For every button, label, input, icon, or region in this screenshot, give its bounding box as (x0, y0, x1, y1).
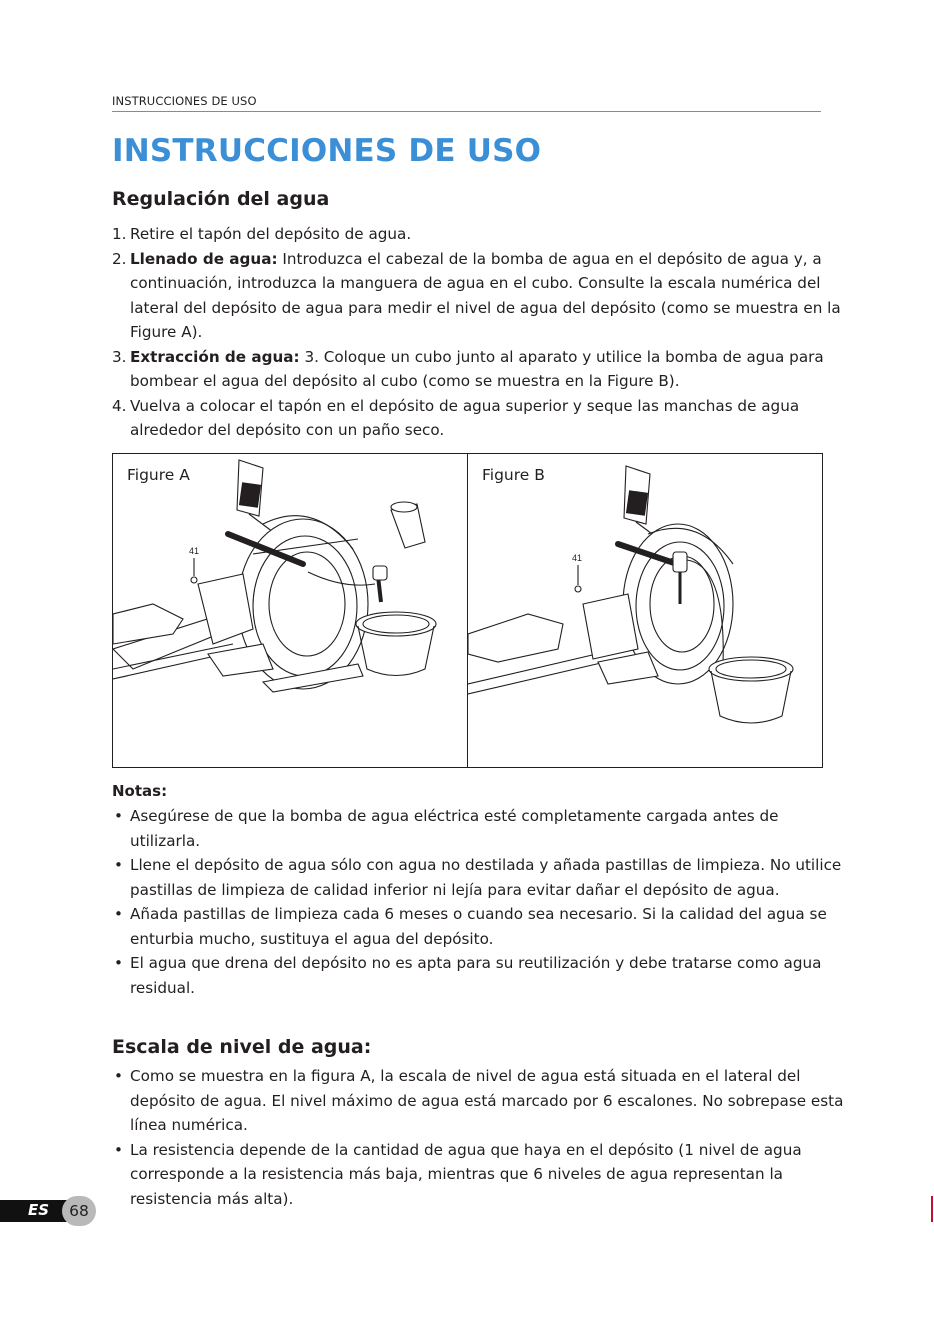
bullet-icon: • (114, 1140, 123, 1159)
figure-b-label: Figure B (482, 466, 545, 484)
bullet-icon: • (114, 807, 123, 825)
figure-a (113, 454, 467, 767)
note-text: Añada pastillas de limpieza cada 6 meses o cuando sea necesario. Si la calidad del agua se enturbia mucho, sustituya el agua del depósito. (130, 905, 827, 948)
figure-a-label: Figure A (127, 466, 190, 484)
step-text: Introduzca el cabezal de la bomba de agua en el depósito de agua y, a continuación, introduzca la manguera de agua en el cubo. Consulte la escala numérica del lateral del depósito de agua para medir el nivel de agua del depósito (como se muestra en la Figure A). (130, 249, 841, 341)
page-edge-mark (931, 1196, 933, 1222)
step-text: Retire el tapón del depósito de agua. (130, 225, 412, 243)
note-text: Asegúrese de que la bomba de agua eléctrica esté completamente cargada antes de utilizarla. (130, 807, 779, 850)
step-item (112, 247, 852, 345)
bullet-icon: • (114, 856, 123, 874)
scale-text: La resistencia depende de la cantidad de agua que haya en el depósito (1 nivel de agua corresponde a la resistencia más baja, mientras que 6 niveles de agua representan la resistencia más alta). (130, 1140, 802, 1208)
rower-pump-illustration-b (468, 454, 822, 767)
running-header: INSTRUCCIONES DE USO (112, 94, 821, 112)
rower-pump-illustration-a (113, 454, 467, 767)
step-item (112, 222, 852, 247)
note-item (112, 804, 852, 853)
scale-item (112, 1138, 852, 1212)
note-item (112, 951, 852, 1000)
steps-list (112, 222, 852, 443)
callout-41-text: 41 (189, 546, 200, 556)
page-footer-badge (0, 1196, 96, 1226)
notes-heading: Notas: (112, 782, 168, 800)
step-bold-lead: Extracción de agua: (130, 347, 300, 366)
bullet-icon: • (114, 1067, 123, 1085)
step-number: 4. (112, 396, 127, 415)
section-heading-water-scale: Escala de nivel de agua: (112, 1036, 372, 1058)
scale-item (112, 1064, 852, 1138)
step-item (112, 345, 852, 394)
scale-list (112, 1064, 852, 1211)
note-item (112, 853, 852, 902)
step-text: 3. Coloque un cubo junto al aparato y utilice la bomba de agua para bombear el agua del depósito al cubo (como se muestra en la Figure B). (130, 347, 824, 390)
step-number: 3. (112, 347, 127, 366)
figures-panel (112, 453, 823, 768)
notes-list (112, 804, 852, 1000)
step-item (112, 394, 852, 443)
callout-41-text: 41 (572, 553, 583, 563)
step-bold-lead: Llenado de agua: (130, 249, 278, 268)
scale-text: Como se muestra en la figura A, la escala de nivel de agua está situada en el lateral del depósito de agua. El nivel máximo de agua está marcado por 6 escalones. No sobrepase esta línea numérica. (130, 1067, 844, 1134)
step-number: 2. (112, 249, 127, 268)
step-number: 1. (112, 225, 127, 243)
page-number: 68 (62, 1196, 96, 1226)
bullet-icon: • (114, 905, 123, 923)
bullet-icon: • (114, 954, 123, 972)
language-code: ES (28, 1201, 50, 1219)
step-text: Vuelva a colocar el tapón en el depósito de agua superior y seque las manchas de agua alrededor del depósito con un paño seco. (130, 396, 800, 439)
note-text: El agua que drena del depósito no es apta para su reutilización y debe tratarse como agua residual. (130, 954, 822, 997)
note-item (112, 902, 852, 951)
section-heading-water-regulation: Regulación del agua (112, 188, 330, 210)
note-text: Llene el depósito de agua sólo con agua no destilada y añada pastillas de limpieza. No utilice pastillas de limpieza de calidad inferior ni lejía para evitar dañar el depósito de agua. (130, 856, 842, 899)
page-title: INSTRUCCIONES DE USO (112, 133, 542, 169)
figure-b (467, 454, 822, 767)
